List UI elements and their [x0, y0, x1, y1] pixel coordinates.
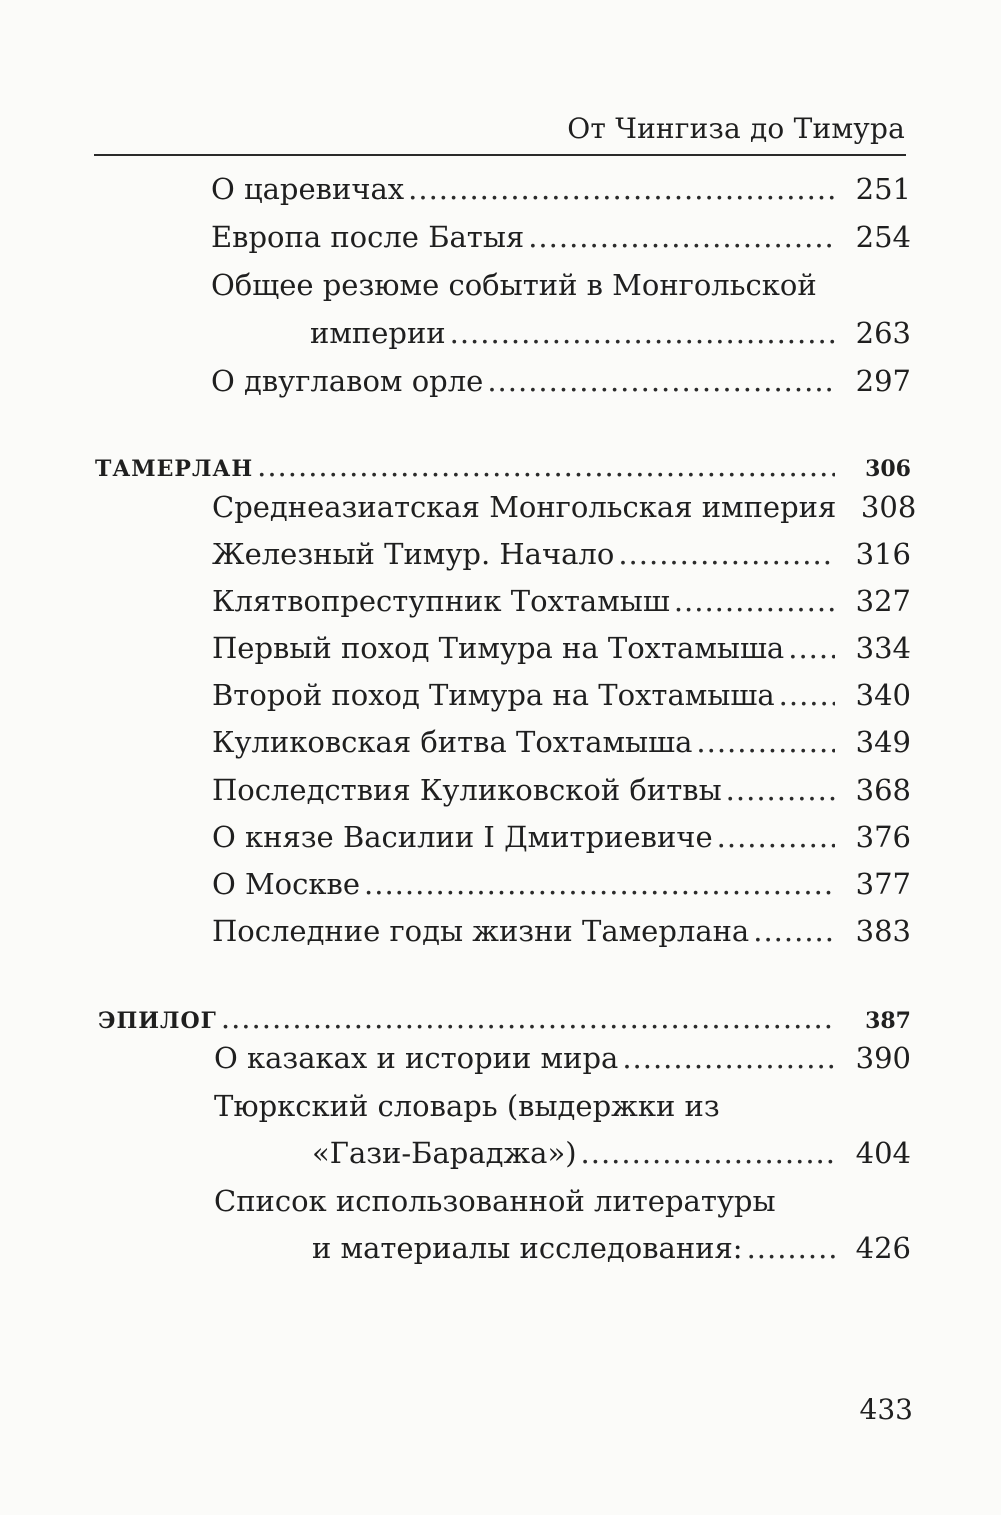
toc-entry-page: 377 — [855, 867, 911, 901]
toc-entry[interactable] — [212, 914, 911, 948]
toc-entry-title-line1[interactable]: Общее резюме событий в Монгольской — [211, 268, 817, 302]
toc-entry[interactable] — [312, 1231, 911, 1265]
leader-dots — [753, 914, 835, 948]
toc-entry-title-line1[interactable]: Список использованной литературы — [214, 1184, 776, 1218]
toc-entry-title: Второй поход Тимура на Тохтамыша — [212, 678, 775, 712]
toc-entry[interactable] — [310, 316, 911, 350]
toc-entry[interactable] — [212, 867, 911, 901]
toc-entry[interactable] — [214, 1041, 911, 1075]
toc-entry-page: 376 — [855, 820, 911, 854]
leader-dots — [779, 678, 835, 712]
leader-dots — [674, 584, 835, 618]
toc-entry-page: 297 — [855, 364, 911, 398]
leader-dots — [717, 820, 835, 854]
toc-entry[interactable] — [212, 631, 911, 665]
toc-entry-title: О казаках и истории мира — [214, 1041, 619, 1075]
toc-entry[interactable] — [212, 678, 911, 712]
leader-dots — [696, 725, 835, 759]
toc-entry-page: 263 — [855, 316, 911, 350]
section-page: 306 — [865, 456, 911, 482]
toc-entry-page: 426 — [855, 1231, 911, 1265]
toc-entry[interactable] — [211, 172, 911, 206]
toc-entry-page: 383 — [855, 914, 911, 948]
section-title: ЭПИЛОГ — [98, 1008, 217, 1034]
toc-entry-page: 308 — [860, 490, 917, 524]
toc-entry-title: О Москве — [212, 867, 361, 901]
toc-entry[interactable] — [211, 220, 911, 254]
toc-entry-page: 390 — [855, 1041, 911, 1075]
toc-entry-title-line2: империи — [310, 316, 446, 350]
leader-dots — [257, 449, 835, 483]
toc-entry-title: Европа после Батыя — [211, 220, 525, 254]
header-rule — [94, 154, 906, 156]
leader-dots — [221, 1001, 835, 1035]
leader-dots — [618, 537, 835, 571]
toc-entry[interactable] — [312, 1136, 911, 1170]
toc-entry-title: Первый поход Тимура на Тохтамыша — [212, 631, 785, 665]
page-number: 433 — [859, 1393, 913, 1426]
toc-entry-page: 251 — [855, 172, 911, 206]
toc-entry[interactable] — [212, 537, 911, 571]
toc-section-heading[interactable] — [98, 1001, 911, 1035]
leader-dots — [747, 1231, 835, 1265]
toc-entry-title: Куликовская битва Тохтамыша — [212, 725, 693, 759]
toc-entry-page: 404 — [855, 1136, 911, 1170]
toc-entry[interactable] — [212, 725, 911, 759]
toc-entry-title: Последствия Куликовской битвы — [212, 773, 722, 807]
section-title: ТАМЕРЛАН — [95, 456, 254, 482]
leader-dots — [788, 631, 835, 665]
toc-entry-page: 327 — [855, 584, 911, 618]
toc-section-heading[interactable] — [95, 449, 911, 483]
toc-entry-page: 334 — [855, 631, 911, 665]
leader-dots — [581, 1136, 835, 1170]
toc-entry-title: Железный Тимур. Начало — [212, 537, 615, 571]
toc-entry-title-line1[interactable]: Тюркский словарь (выдержки из — [214, 1089, 720, 1123]
toc-entry-title-line2: «Гази-Бараджа») — [312, 1136, 577, 1170]
leader-dots — [726, 773, 835, 807]
toc-entry-title-line2: и материалы исследования: — [312, 1231, 743, 1265]
toc-entry-page: 368 — [855, 773, 911, 807]
toc-entry[interactable] — [212, 820, 911, 854]
leader-dots — [364, 867, 835, 901]
leader-dots — [622, 1041, 835, 1075]
toc-entry[interactable] — [212, 584, 911, 618]
toc-entry-title: О князе Василии I Дмитриевиче — [212, 820, 713, 854]
toc-entry-page: 340 — [855, 678, 911, 712]
toc-entry[interactable] — [212, 773, 911, 807]
toc-entry-title: Среднеазиатская Монгольская империя — [212, 490, 837, 524]
toc-entry-title: О царевичах — [211, 172, 405, 206]
toc-entry-page: 254 — [855, 220, 911, 254]
toc-entry-title: Клятвопреступник Тохтамыш — [212, 584, 670, 618]
running-head-title: От Чингиза до Тимура — [567, 112, 905, 145]
leader-dots — [408, 172, 835, 206]
toc-entry-title: Последние годы жизни Тамерлана — [212, 914, 750, 948]
leader-dots — [487, 364, 835, 398]
toc-entry-page: 349 — [855, 725, 911, 759]
toc-entry[interactable] — [212, 490, 917, 524]
toc-entry-title: О двуглавом орле — [211, 364, 484, 398]
leader-dots — [450, 316, 835, 350]
toc-entry-page: 316 — [855, 537, 911, 571]
leader-dots — [528, 220, 835, 254]
section-page: 387 — [865, 1008, 911, 1034]
toc-entry[interactable] — [211, 364, 911, 398]
